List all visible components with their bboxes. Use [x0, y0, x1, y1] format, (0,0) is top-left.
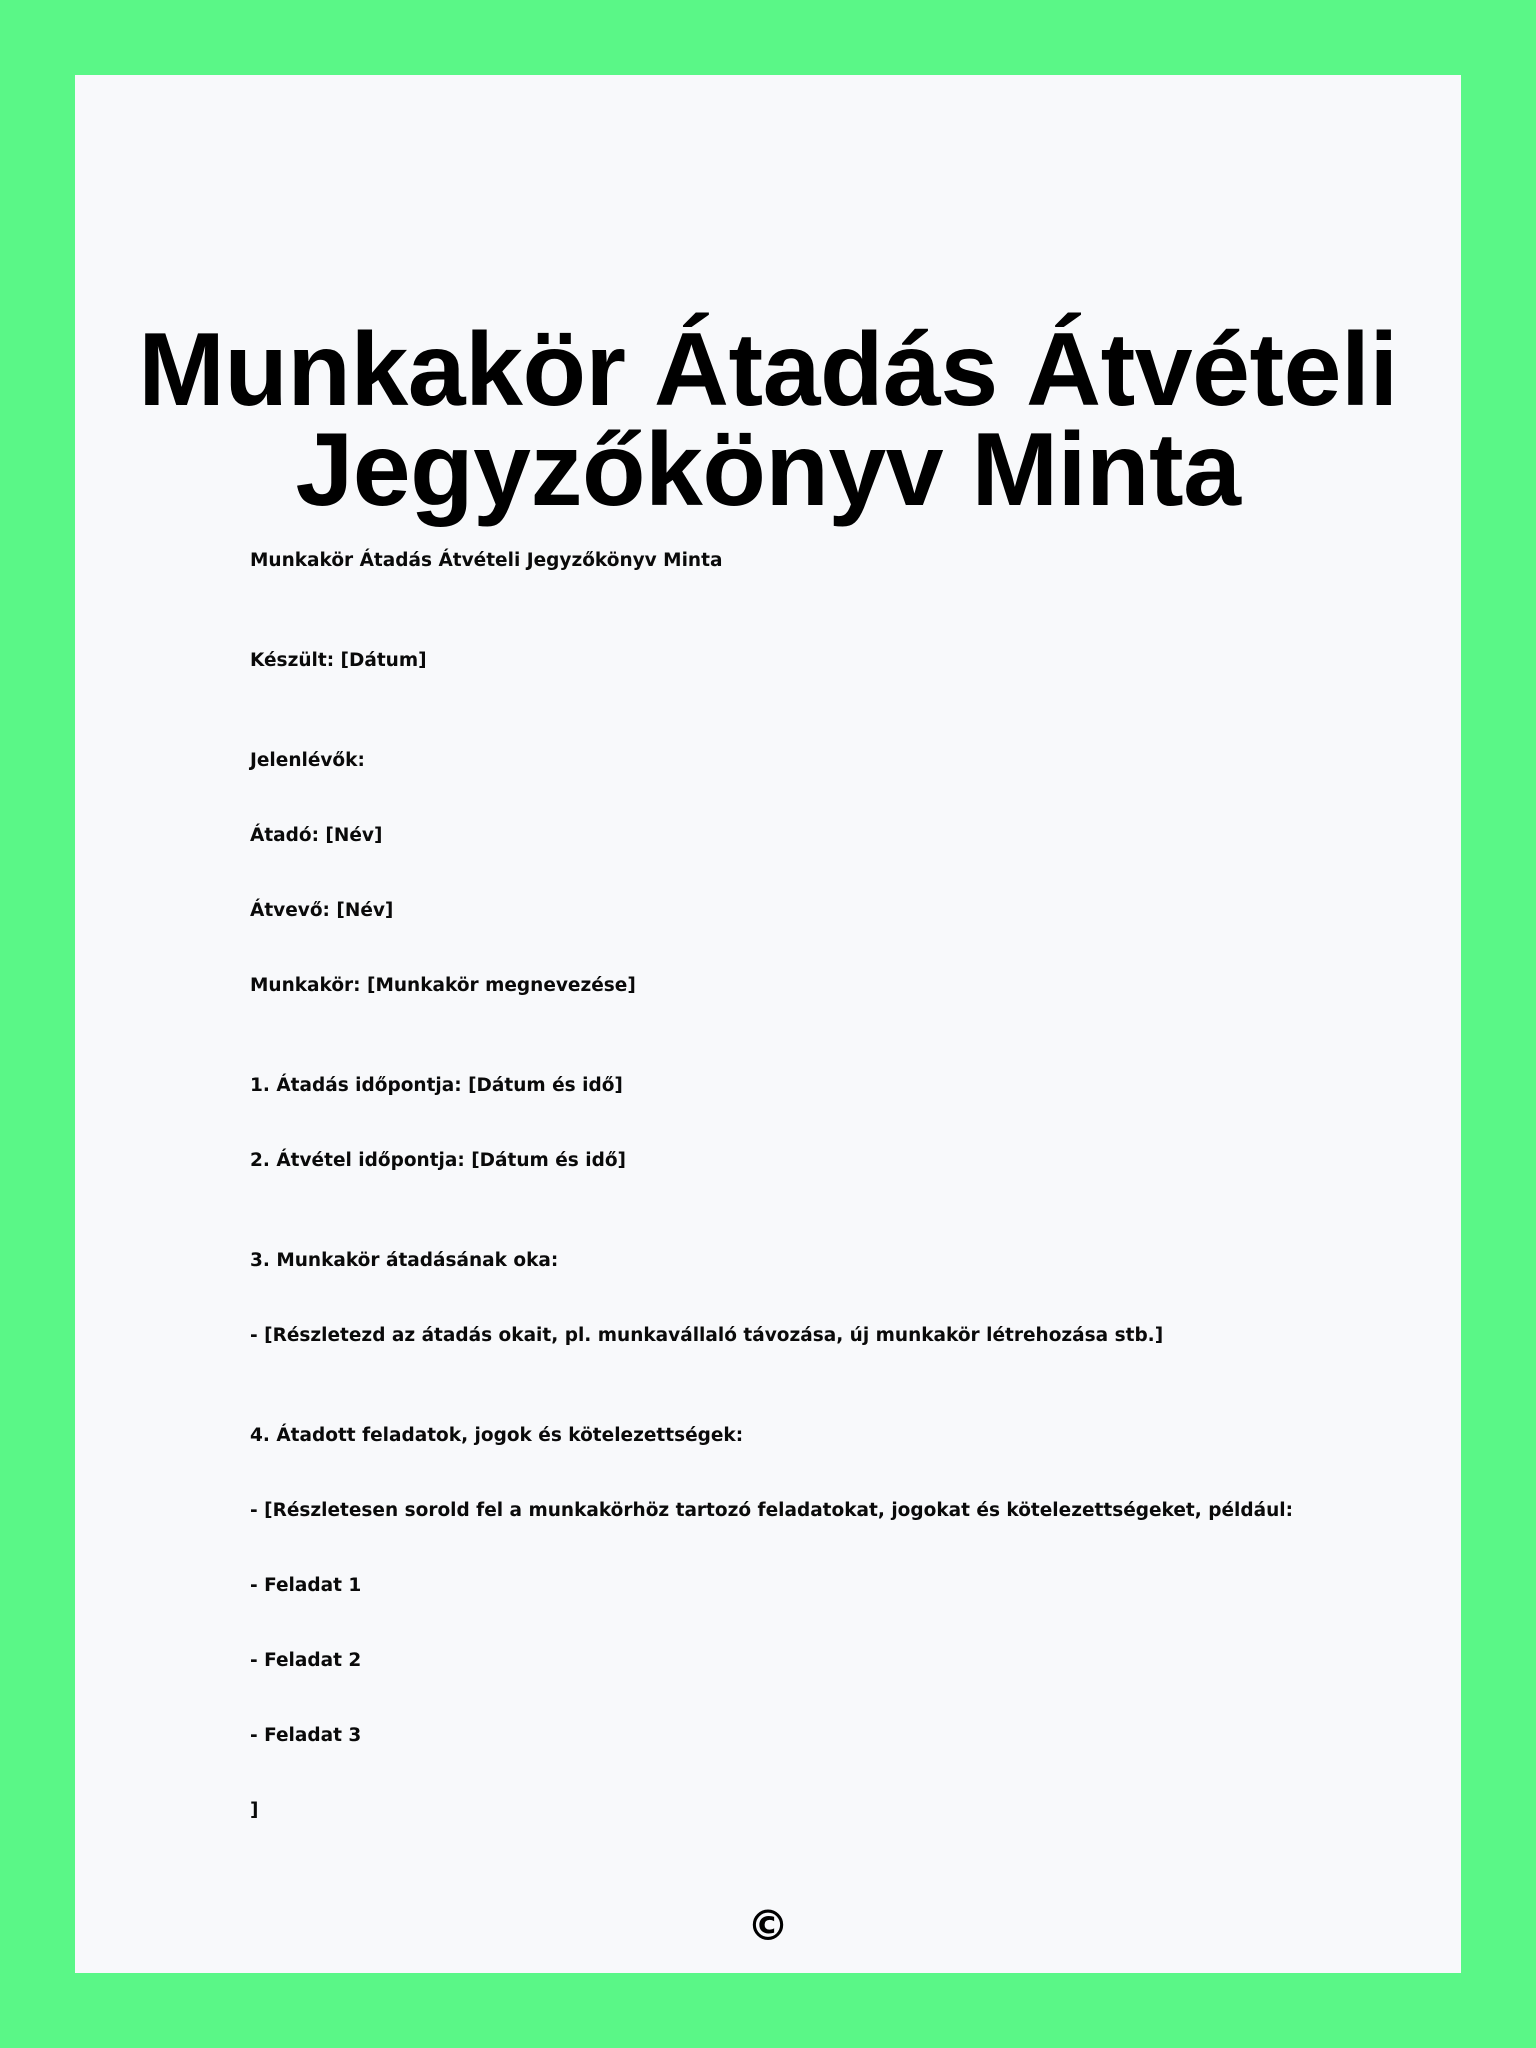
document-title: [75, 312, 1461, 528]
title-line-2: Jegyzőkönyv Minta: [295, 412, 1241, 528]
section-4-tasks-heading: 4. Átadott feladatok, jogok és kötelezettségek:: [250, 1425, 744, 1446]
section-3-reason-heading: 3. Munkakör átadásának oka:: [250, 1250, 559, 1271]
closing-bracket: ]: [250, 1800, 259, 1821]
copyright-icon: ©: [747, 1901, 789, 1950]
section-2-receipt-time: 2. Átvétel időpontja: [Dátum és idő]: [250, 1150, 626, 1171]
job-title-line: Munkakör: [Munkakör megnevezése]: [250, 975, 636, 996]
task-item-1: - Feladat 1: [250, 1575, 362, 1596]
task-item-2: - Feladat 2: [250, 1650, 362, 1671]
doc-heading-line: Munkakör Átadás Átvételi Jegyzőkönyv Minta: [250, 550, 723, 571]
prepared-date-line: Készült: [Dátum]: [250, 650, 427, 671]
title-line-1: Munkakör Átadás Átvételi: [138, 312, 1398, 428]
task-item-3: - Feladat 3: [250, 1725, 362, 1746]
section-3-reason-detail: - [Részletezd az átadás okait, pl. munkavállaló távozása, új munkakör létrehozása stb.]: [250, 1325, 1164, 1346]
document-page: [75, 75, 1461, 1973]
section-4-tasks-detail: - [Részletesen sorold fel a munkakörhöz tartozó feladatokat, jogokat és kötelezettségeket, például:: [250, 1500, 1293, 1521]
attendees-label: Jelenlévők:: [250, 750, 365, 771]
handover-person-line: Átadó: [Név]: [250, 825, 383, 846]
receiver-person-line: Átvevő: [Név]: [250, 900, 394, 921]
section-1-handover-time: 1. Átadás időpontja: [Dátum és idő]: [250, 1075, 623, 1096]
